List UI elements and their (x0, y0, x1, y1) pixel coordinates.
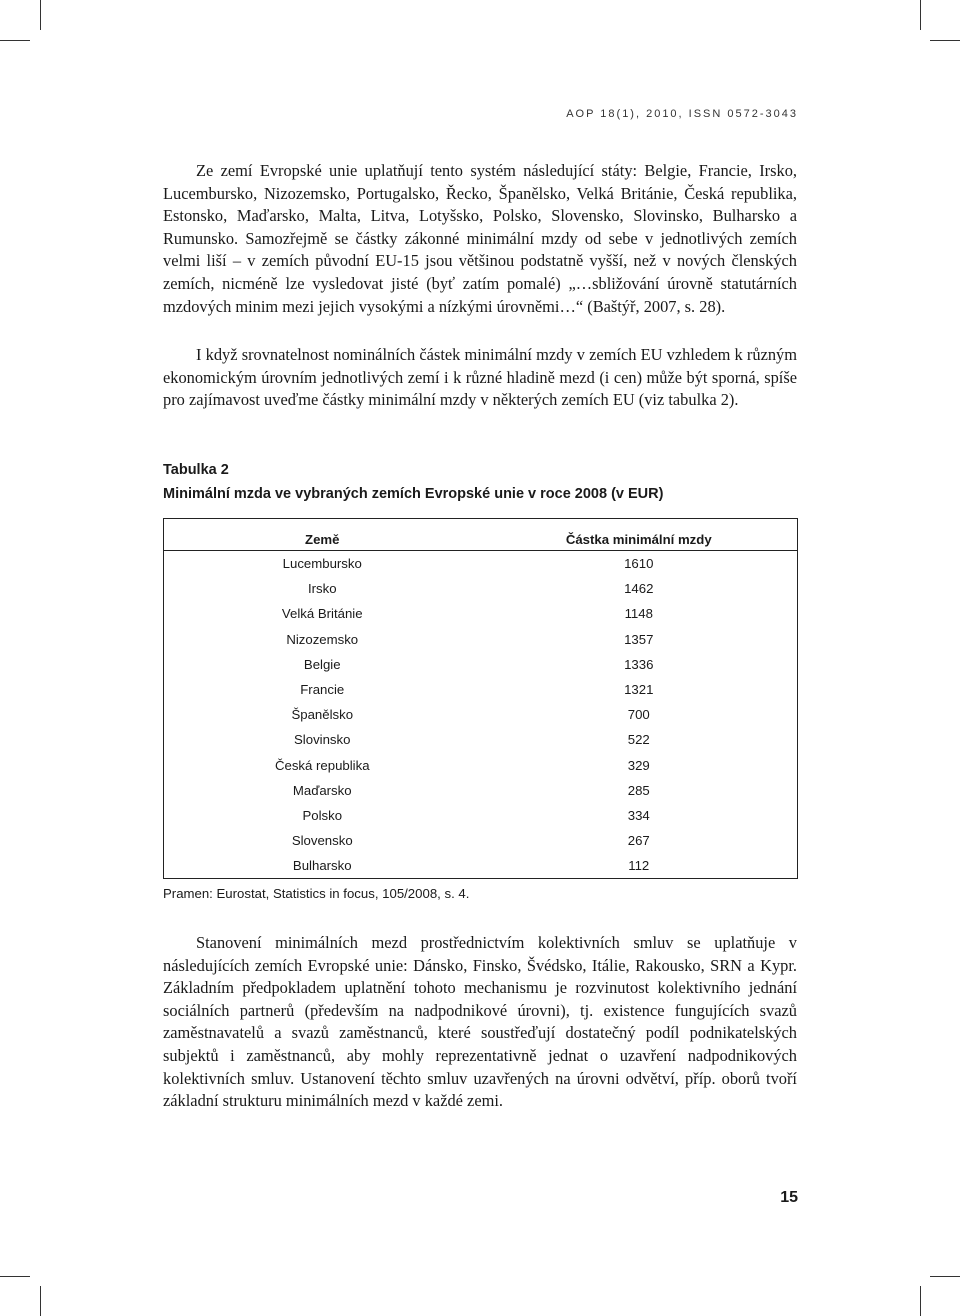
table-row (164, 652, 798, 677)
table-row (164, 702, 798, 727)
country-cell: Irsko (307, 581, 337, 597)
crop-mark (0, 1276, 30, 1277)
column-header-country: Země (164, 519, 481, 551)
country-cell: Nizozemsko (286, 631, 359, 647)
amount-cell: 1336 (624, 656, 654, 672)
amount-cell: 1610 (624, 556, 654, 572)
amount-cell: 1148 (624, 606, 653, 622)
table-row (164, 677, 798, 702)
page-number: 15 (780, 1189, 798, 1206)
country-cell: Slovinsko (294, 732, 351, 748)
country-cell: Maďarsko (292, 782, 352, 798)
paragraph: I když srovnatelnost nominálních částek minimální mzdy v zemích EU vzhledem k různým ekonomickým úrovním jednotlivých zemí i k různé hladině mezd (i cen) může být sporná, spíše pro zajímavost uveďme částky minimální mzdy v některých zemích EU (viz tabulka 2). (163, 345, 797, 410)
table-row (164, 753, 798, 778)
amount-cell: 1321 (624, 682, 654, 698)
crop-mark (0, 40, 30, 41)
amount-cell: 112 (628, 858, 650, 874)
column-header-amount: Částka minimální mzdy (481, 519, 798, 551)
table-label: Tabulka 2 (163, 462, 229, 478)
country-cell: Belgie (303, 656, 341, 672)
crop-mark (920, 0, 921, 30)
crop-mark (920, 1286, 921, 1316)
running-header: AOP 18(1), 2010, ISSN 0572-3043 (566, 108, 798, 120)
country-cell: Španělsko (291, 707, 354, 723)
table-row (164, 727, 798, 752)
table-row (164, 601, 798, 626)
crop-mark (930, 40, 960, 41)
table-header-row (164, 519, 798, 551)
amount-cell: 329 (627, 757, 650, 773)
amount-cell: 334 (627, 807, 650, 823)
amount-cell: 1462 (624, 581, 654, 597)
paragraph: Stanovení minimálních mezd prostřednictvím kolektivních smluv se uplatňuje v následujících zemích Evropské unie: Dánsko, Finsko, Švédsko, Itálie, Rakousko, SRN a Kypr. Základním předpokladem uplatnění tohoto mechanismu je rozvinutost kolektivního jednání sociálních partnerů (především na nadpodnikové úrovni), tj. existence fungujících svazů zaměstnavatelů a svazů zaměstnanců, které soustřeďují dostatečný podíl podnikatelských subjektů i zaměstnanců, aby mohly reprezentativně jednat o uzavření nadpodnikových kolektivních smluv. Ustanovení těchto smluv uzavřených na úrovni odvětví, příp. oborů tvoří základní strukturu minimálních mezd v každé zemi. (163, 933, 797, 1111)
country-cell: Francie (300, 682, 345, 698)
table-row (164, 576, 798, 601)
paragraph: Ze zemí Evropské unie uplatňují tento systém následující státy: Belgie, Francie, Irsko, Lucembursko, Nizozemsko, Portugalsko, Řecko, Španělsko, Velká Británie, Česká republika, Estonsko, Maďarsko, Malta, Litva, Lotyšsko, Polsko, Slovensko, Slovinsko, Bulharsko a Rumunsko. Samozřejmě se částky zákonné minimální mzdy od sebe v jednotlivých zemích velmi liší – v zemích původní EU-15 jsou většinou podstatně vyšší, než v nových členských zemích, nicméně lze vysledovat jisté (byť zatím pomalé) „…sbližování úrovně statutárních mzdových minim mezi jejich vysokými a nízkými úrovněmi…“ (Baštýř, 2007, s. 28). (163, 161, 797, 316)
country-cell: Polsko (302, 807, 343, 823)
amount-cell: 522 (627, 732, 650, 748)
crop-mark (930, 1276, 960, 1277)
amount-cell: 700 (627, 707, 650, 723)
table-source: Pramen: Eurostat, Statistics in focus, 105/2008, s. 4. (163, 886, 470, 901)
table-row (164, 828, 798, 853)
table-row (164, 853, 798, 879)
crop-mark (40, 1286, 41, 1316)
table-row (164, 551, 798, 577)
minimum-wage-table (163, 518, 798, 879)
country-cell: Bulharsko (292, 858, 352, 874)
country-cell: Lucembursko (282, 556, 362, 572)
amount-cell: 1357 (624, 631, 654, 647)
country-cell: Česká republika (274, 757, 370, 773)
table-row (164, 803, 798, 828)
crop-mark (40, 0, 41, 30)
country-cell: Velká Británie (281, 606, 363, 622)
table-title: Minimální mzda ve vybraných zemích Evropské unie v roce 2008 (v EUR) (163, 486, 664, 502)
country-cell: Slovensko (291, 833, 353, 849)
amount-cell: 267 (627, 833, 650, 849)
table-row (164, 627, 798, 652)
amount-cell: 285 (627, 782, 650, 798)
table-row (164, 778, 798, 803)
